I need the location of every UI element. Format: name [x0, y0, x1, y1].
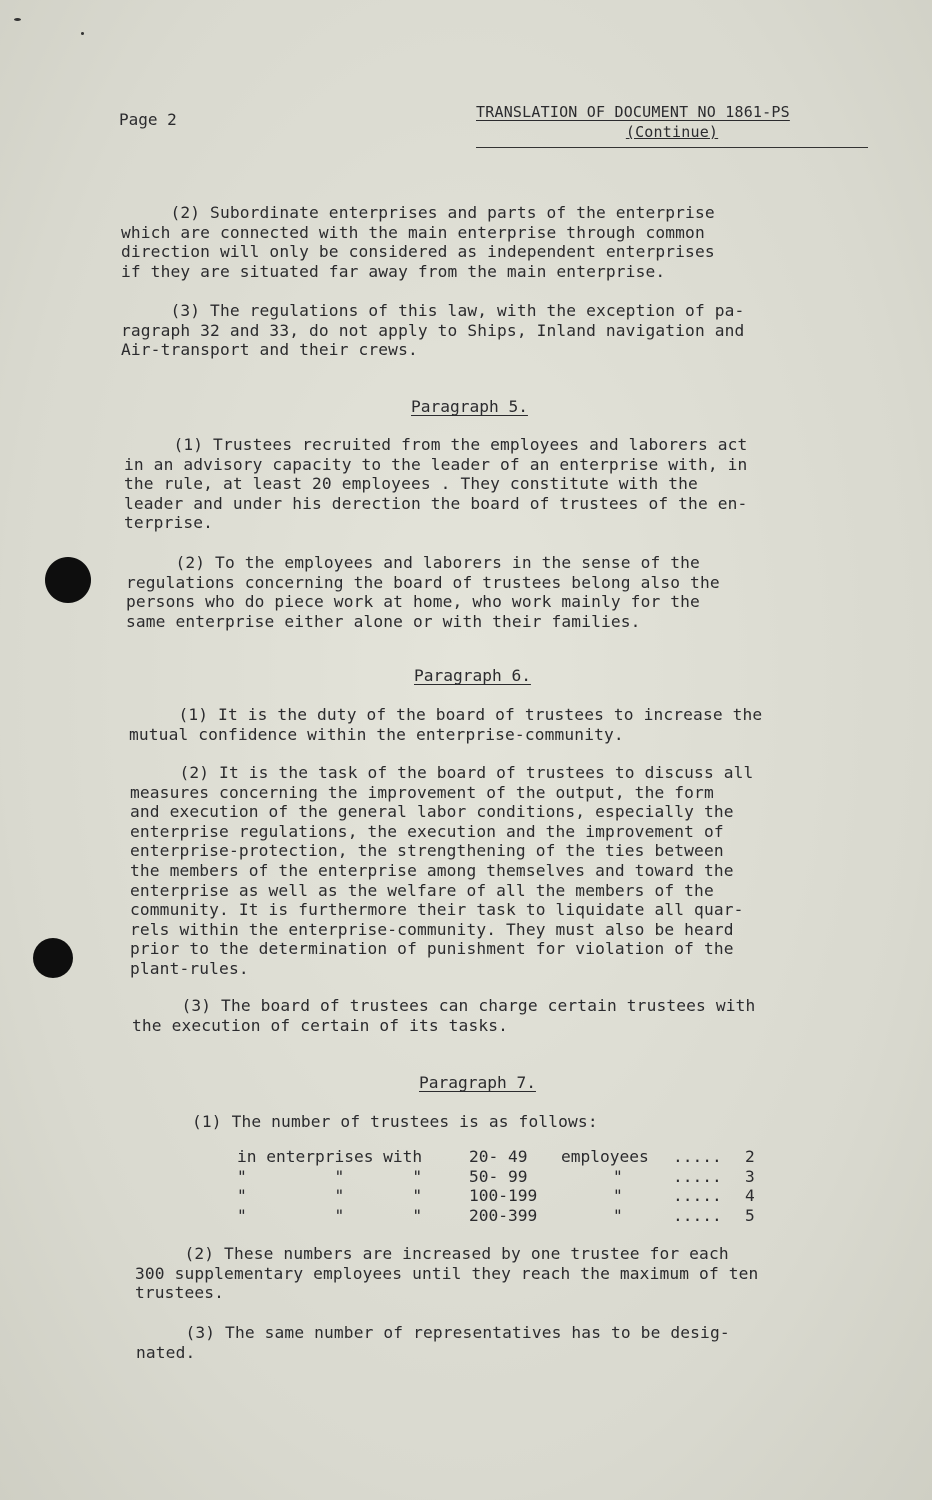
text-line: prior to the determination of punishment for violation of the [130, 939, 734, 959]
table-cell: 50- 99 [469, 1166, 528, 1186]
paragraph-5-clause-1 [124, 435, 747, 533]
text-line: measures concerning the improvement of the output, the form [130, 782, 714, 802]
text-line: Air-transport and their crews. [121, 340, 418, 360]
text-line: if they are situated far away from the main enterprise. [121, 261, 666, 281]
text-line: which are connected with the main enterprise through common [121, 222, 705, 242]
text-line: in an advisory capacity to the leader of an enterprise with, in [124, 454, 748, 474]
section4-clause-2 [121, 203, 715, 281]
text-line: mutual confidence within the enterprise-community. [129, 724, 624, 744]
table-cell: in enterprises with [237, 1147, 423, 1166]
text-line: nated. [136, 1342, 196, 1362]
table-row [237, 1206, 755, 1226]
table-cell: " [613, 1186, 623, 1206]
table-cell: " " " [237, 1205, 423, 1225]
table-cell: 4 [745, 1186, 755, 1206]
text-line: the execution of certain of its tasks. [132, 1015, 509, 1035]
paragraph-7-clause-2 [135, 1244, 758, 1303]
text-line: (1) Trustees recruited from the employees and laborers act [124, 435, 748, 454]
text-line: (2) These numbers are increased by one trustee for each [135, 1244, 729, 1263]
text-line: enterprise as well as the welfare of all the members of the [130, 880, 714, 900]
text-line: ragraph 32 and 33, do not apply to Ships, Inland navigation and [121, 320, 745, 340]
table-cell: " [613, 1166, 623, 1186]
text-line: the rule, at least 20 employees . They constitute with the [124, 474, 698, 494]
text-line: 300 supplementary employees until they reach the maximum of ten [135, 1263, 759, 1283]
paragraph-6-clause-1 [129, 705, 762, 744]
table-cell: " " " [237, 1186, 423, 1206]
table-row [237, 1186, 755, 1206]
table-cell: ..... [673, 1147, 722, 1166]
paragraph-6-clause-3 [132, 996, 755, 1035]
text-line: enterprise-protection, the strengthening of the ties between [130, 841, 724, 861]
text-line: (3) The regulations of this law, with the exception of pa- [121, 301, 745, 320]
document-header [476, 103, 868, 148]
table-cell: 2 [745, 1147, 755, 1166]
text-line: (3) The board of trustees can charge certain trustees with [132, 996, 756, 1015]
punch-hole-top [45, 557, 91, 603]
text-line: (1) The number of trustees is as follows: [192, 1112, 598, 1131]
text-line: the members of the enterprise among themselves and toward the [130, 860, 734, 880]
table-cell: 100-199 [469, 1186, 538, 1206]
paragraph-6-heading: Paragraph 6. [414, 666, 531, 685]
table-cell: employees [561, 1147, 649, 1166]
text-line: (2) To the employees and laborers in the sense of the [126, 553, 700, 572]
table-cell: ..... [673, 1166, 722, 1186]
punch-hole-bottom [33, 938, 73, 978]
table-cell: 5 [745, 1205, 755, 1225]
text-line: community. It is furthermore their task to liquidate all quar- [130, 900, 744, 920]
text-line: enterprise regulations, the execution and the improvement of [130, 821, 724, 841]
text-line: plant-rules. [130, 958, 249, 978]
table-cell: ..... [673, 1186, 722, 1206]
header-rule [476, 147, 868, 148]
text-line: regulations concerning the board of trustees belong also the [126, 572, 720, 592]
table-cell: " [613, 1205, 623, 1225]
paragraph-5-clause-2 [126, 553, 720, 631]
text-line: leader and under his derection the board of trustees of the en- [124, 493, 748, 513]
paragraph-5-heading: Paragraph 5. [411, 397, 528, 416]
section4-clause-3 [121, 301, 744, 360]
trustee-count-table [237, 1147, 755, 1225]
text-line: and execution of the general labor conditions, especially the [130, 802, 734, 822]
text-line: persons who do piece work at home, who work mainly for the [126, 592, 700, 612]
table-cell: 200-399 [469, 1205, 538, 1225]
table-row [237, 1167, 755, 1187]
text-line: same enterprise either alone or with their families. [126, 611, 641, 631]
text-line: terprise. [124, 513, 214, 533]
paper-speck [14, 18, 21, 21]
text-line: (1) It is the duty of the board of trustees to increase the [129, 705, 763, 724]
paper-speck [81, 32, 84, 35]
text-line: (2) It is the task of the board of trustees to discuss all [130, 763, 754, 782]
text-line: (3) The same number of representatives has to be desig- [136, 1323, 730, 1342]
header-title: TRANSLATION OF DOCUMENT NO 1861-PS [476, 103, 790, 121]
text-line: trustees. [135, 1283, 225, 1303]
paragraph-6-clause-2 [130, 763, 753, 979]
paragraph-7-clause-3 [136, 1323, 730, 1362]
table-row [237, 1147, 755, 1167]
header-subtitle: (Continue) [625, 123, 719, 141]
table-cell: 3 [745, 1166, 755, 1186]
paragraph-7-clause-1 [192, 1112, 598, 1132]
text-line: (2) Subordinate enterprises and parts of the enterprise [121, 203, 715, 222]
table-cell: 20- 49 [469, 1147, 528, 1166]
table-cell: ..... [673, 1205, 722, 1225]
page-number: Page 2 [119, 110, 177, 129]
text-line: direction will only be considered as independent enterprises [121, 242, 715, 262]
paragraph-7-heading: Paragraph 7. [419, 1073, 536, 1092]
text-line: rels within the enterprise-community. They must also be heard [130, 919, 734, 939]
table-cell: " " " [237, 1166, 423, 1186]
